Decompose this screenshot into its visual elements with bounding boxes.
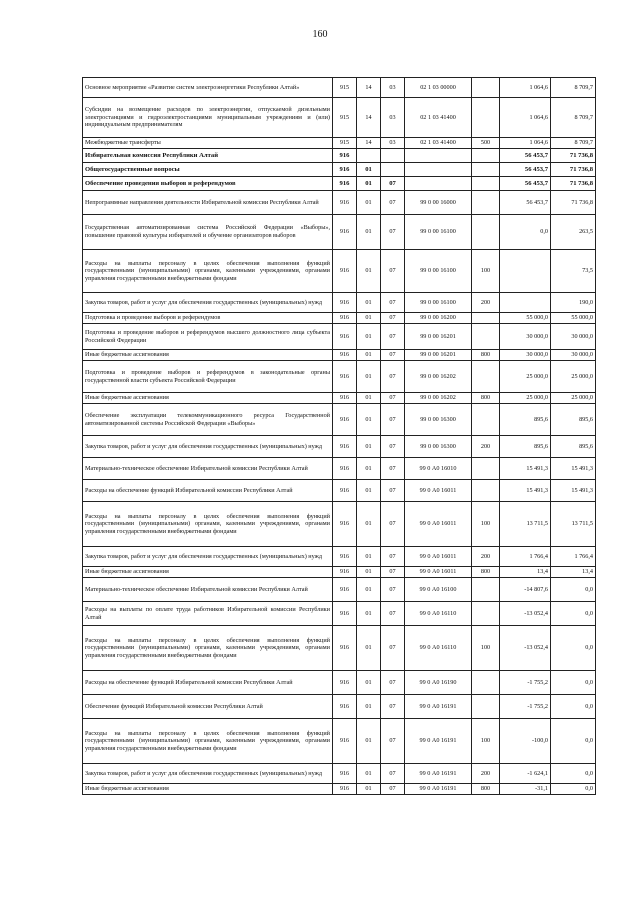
item-name: Межбюджетные трансферты: [83, 138, 333, 149]
table-row: [83, 361, 596, 393]
amount-2: 71 736,8: [551, 149, 596, 163]
table-row: [83, 313, 596, 324]
section-code: 01: [357, 215, 381, 250]
subsection-code: 07: [381, 191, 405, 215]
expense-type-code: 500: [472, 138, 500, 149]
item-name: Субсидии на возмещение расходов по электроэнергии, отпускаемой дизельными электростанциями и гидроэлектростанциями муниципальным учреждениям и (или) индивидуальным предпринимателям: [83, 98, 333, 138]
item-name: Закупка товаров, работ и услуг для обеспечения государственных (муниципальных) нужд: [83, 293, 333, 313]
subsection-code: 07: [381, 502, 405, 547]
target-article-code: 99 0 А0 16100: [405, 578, 472, 602]
amount-2: 0,0: [551, 784, 596, 795]
amount-1: 895,6: [500, 404, 551, 436]
amount-2: 190,0: [551, 293, 596, 313]
item-name: Подготовка и проведение выборов и референдумов: [83, 313, 333, 324]
ministry-code: 916: [333, 177, 357, 191]
target-article-code: 99 0 00 16100: [405, 293, 472, 313]
amount-2: 0,0: [551, 695, 596, 719]
budget-table: [82, 77, 596, 795]
section-code: 01: [357, 191, 381, 215]
amount-2: 0,0: [551, 602, 596, 626]
expense-type-code: 100: [472, 626, 500, 671]
expense-type-code: [472, 578, 500, 602]
item-name: Расходы на выплаты персоналу в целях обеспечения выполнения функций государственными (муниципальными) органами, казенными учреждениями, органами управления государственными внебюджетными фондами: [83, 250, 333, 293]
section-code: 01: [357, 293, 381, 313]
amount-2: 30 000,0: [551, 350, 596, 361]
amount-2: 13,4: [551, 567, 596, 578]
item-name: Обеспечение эксплуатации телекоммуникационного ресурса Государственной автоматизированной системы Российской Федерации «Выборы»: [83, 404, 333, 436]
table-row: [83, 149, 596, 163]
table-row: [83, 98, 596, 138]
subsection-code: 07: [381, 626, 405, 671]
table-row: [83, 502, 596, 547]
target-article-code: 99 0 А0 16191: [405, 719, 472, 764]
section-code: 01: [357, 602, 381, 626]
subsection-code: 03: [381, 138, 405, 149]
subsection-code: 07: [381, 719, 405, 764]
item-name: Расходы на обеспечение функций Избирательной комиссии Республики Алтай: [83, 671, 333, 695]
ministry-code: 916: [333, 719, 357, 764]
ministry-code: 916: [333, 350, 357, 361]
subsection-code: 07: [381, 404, 405, 436]
table-row: [83, 578, 596, 602]
amount-1: -100,0: [500, 719, 551, 764]
amount-2: 1 766,4: [551, 547, 596, 567]
table-row: [83, 78, 596, 98]
ministry-code: 916: [333, 671, 357, 695]
ministry-code: 916: [333, 602, 357, 626]
ministry-code: 916: [333, 784, 357, 795]
amount-1: [500, 250, 551, 293]
item-name: Расходы на выплаты персоналу в целях обеспечения выполнения функций государственными (муниципальными) органами, казенными учреждениями, органами управления государственными внебюджетными фондами: [83, 719, 333, 764]
section-code: 01: [357, 458, 381, 480]
table-row: [83, 324, 596, 350]
section-code: 01: [357, 764, 381, 784]
expense-type-code: 200: [472, 764, 500, 784]
subsection-code: 07: [381, 784, 405, 795]
expense-type-code: [472, 215, 500, 250]
amount-1: 1 766,4: [500, 547, 551, 567]
ministry-code: 916: [333, 191, 357, 215]
amount-1: 1 064,6: [500, 78, 551, 98]
expense-type-code: [472, 695, 500, 719]
item-name: Основное мероприятие «Развитие систем электроэнергетики Республики Алтай»: [83, 78, 333, 98]
target-article-code: 99 0 А0 16110: [405, 602, 472, 626]
amount-1: -1 624,1: [500, 764, 551, 784]
item-name: Материально-техническое обеспечение Избирательной комиссии Республики Алтай: [83, 458, 333, 480]
subsection-code: 07: [381, 250, 405, 293]
subsection-code: 07: [381, 293, 405, 313]
subsection-code: 07: [381, 602, 405, 626]
section-code: 01: [357, 480, 381, 502]
target-article-code: 99 0 00 16100: [405, 250, 472, 293]
expense-type-code: [472, 602, 500, 626]
section-code: 01: [357, 567, 381, 578]
subsection-code: 07: [381, 361, 405, 393]
amount-1: -31,1: [500, 784, 551, 795]
target-article-code: 99 0 00 16201: [405, 350, 472, 361]
amount-2: 0,0: [551, 719, 596, 764]
subsection-code: [381, 163, 405, 177]
target-article-code: 02 1 03 41400: [405, 138, 472, 149]
section-code: 01: [357, 250, 381, 293]
amount-1: 15 491,3: [500, 458, 551, 480]
ministry-code: 916: [333, 480, 357, 502]
table-row: [83, 215, 596, 250]
item-name: Непрограммные направления деятельности Избирательной комиссии Республики Алтай: [83, 191, 333, 215]
amount-2: 8 709,7: [551, 98, 596, 138]
section-code: 14: [357, 78, 381, 98]
section-code: 01: [357, 784, 381, 795]
table-row: [83, 404, 596, 436]
table-row: [83, 177, 596, 191]
section-code: 01: [357, 177, 381, 191]
amount-1: -1 755,2: [500, 671, 551, 695]
item-name: Иные бюджетные ассигнования: [83, 784, 333, 795]
table-row: [83, 393, 596, 404]
page-number: 160: [312, 29, 328, 40]
amount-2: 8 709,7: [551, 138, 596, 149]
amount-2: 0,0: [551, 578, 596, 602]
ministry-code: 916: [333, 695, 357, 719]
amount-1: 15 491,3: [500, 480, 551, 502]
expense-type-code: 800: [472, 567, 500, 578]
subsection-code: 07: [381, 215, 405, 250]
target-article-code: 99 0 А0 16010: [405, 458, 472, 480]
section-code: 01: [357, 436, 381, 458]
target-article-code: 99 0 А0 16191: [405, 784, 472, 795]
expense-type-code: 200: [472, 436, 500, 458]
amount-2: 25 000,0: [551, 393, 596, 404]
amount-1: 56 453,7: [500, 177, 551, 191]
item-name: Иные бюджетные ассигнования: [83, 567, 333, 578]
item-name: Закупка товаров, работ и услуг для обеспечения государственных (муниципальных) нужд: [83, 764, 333, 784]
ministry-code: 916: [333, 547, 357, 567]
section-code: 01: [357, 626, 381, 671]
table-row: [83, 138, 596, 149]
amount-1: -13 052,4: [500, 602, 551, 626]
amount-1: 30 000,0: [500, 350, 551, 361]
amount-1: 56 453,7: [500, 163, 551, 177]
amount-2: 263,5: [551, 215, 596, 250]
subsection-code: 07: [381, 313, 405, 324]
ministry-code: 916: [333, 324, 357, 350]
section-code: 01: [357, 163, 381, 177]
ministry-code: 916: [333, 567, 357, 578]
ministry-code: 916: [333, 149, 357, 163]
subsection-code: 07: [381, 567, 405, 578]
expense-type-code: 200: [472, 293, 500, 313]
table-row: [83, 602, 596, 626]
target-article-code: 99 0 00 16100: [405, 215, 472, 250]
target-article-code: 99 0 А0 16011: [405, 480, 472, 502]
item-name: Государственная автоматизированная система Российской Федерации «Выборы», повышение правовой культуры избирателей и обучение организаторов выборов: [83, 215, 333, 250]
target-article-code: [405, 163, 472, 177]
item-name: Расходы на выплаты персоналу в целях обеспечения выполнения функций государственными (муниципальными) органами, казенными учреждениями, органами управления государственными внебюджетными фондами: [83, 626, 333, 671]
subsection-code: 07: [381, 458, 405, 480]
section-code: 01: [357, 313, 381, 324]
target-article-code: 02 1 03 41400: [405, 98, 472, 138]
ministry-code: 916: [333, 626, 357, 671]
table-row: [83, 764, 596, 784]
section-code: 01: [357, 695, 381, 719]
item-name: Обеспечение функций Избирательной комиссии Республики Алтай: [83, 695, 333, 719]
target-article-code: 99 0 А0 16011: [405, 547, 472, 567]
expense-type-code: 100: [472, 502, 500, 547]
subsection-code: 07: [381, 671, 405, 695]
expense-type-code: [472, 98, 500, 138]
amount-1: 56 453,7: [500, 191, 551, 215]
expense-type-code: [472, 458, 500, 480]
amount-1: 0,0: [500, 215, 551, 250]
expense-type-code: [472, 163, 500, 177]
ministry-code: 915: [333, 138, 357, 149]
target-article-code: [405, 149, 472, 163]
expense-type-code: [472, 149, 500, 163]
table-row: [83, 250, 596, 293]
amount-1: 13,4: [500, 567, 551, 578]
table-row: [83, 350, 596, 361]
amount-1: -13 052,4: [500, 626, 551, 671]
item-name: Материально-техническое обеспечение Избирательной комиссии Республики Алтай: [83, 578, 333, 602]
ministry-code: 916: [333, 250, 357, 293]
item-name: Расходы на выплаты персоналу в целях обеспечения выполнения функций государственными (муниципальными) органами, казенными учреждениями, органами управления государственными внебюджетными фондами: [83, 502, 333, 547]
ministry-code: 916: [333, 404, 357, 436]
item-name: Подготовка и проведение выборов и референдумов в законодательные органы государственной власти субъекта Российской Федерации: [83, 361, 333, 393]
section-code: 14: [357, 138, 381, 149]
section-code: 01: [357, 547, 381, 567]
budget-table-body: [83, 78, 596, 795]
target-article-code: 99 0 00 16200: [405, 313, 472, 324]
subsection-code: 07: [381, 177, 405, 191]
target-article-code: 99 0 00 16201: [405, 324, 472, 350]
section-code: [357, 149, 381, 163]
expense-type-code: 100: [472, 719, 500, 764]
amount-2: 15 491,3: [551, 458, 596, 480]
amount-2: 0,0: [551, 764, 596, 784]
expense-type-code: [472, 361, 500, 393]
section-code: 01: [357, 404, 381, 436]
table-row: [83, 567, 596, 578]
section-code: 01: [357, 350, 381, 361]
amount-1: 1 064,6: [500, 98, 551, 138]
amount-1: 25 000,0: [500, 361, 551, 393]
amount-1: 25 000,0: [500, 393, 551, 404]
target-article-code: 99 0 00 16300: [405, 404, 472, 436]
expense-type-code: 100: [472, 250, 500, 293]
section-code: 01: [357, 671, 381, 695]
amount-2: 13 711,5: [551, 502, 596, 547]
target-article-code: 99 0 00 16202: [405, 393, 472, 404]
ministry-code: 916: [333, 393, 357, 404]
expense-type-code: [472, 191, 500, 215]
amount-2: 895,6: [551, 404, 596, 436]
ministry-code: 915: [333, 98, 357, 138]
expense-type-code: 800: [472, 393, 500, 404]
ministry-code: 916: [333, 458, 357, 480]
expense-type-code: [472, 78, 500, 98]
expense-type-code: [472, 324, 500, 350]
expense-type-code: [472, 313, 500, 324]
table-row: [83, 436, 596, 458]
ministry-code: 916: [333, 313, 357, 324]
target-article-code: 99 0 00 16202: [405, 361, 472, 393]
ministry-code: 916: [333, 578, 357, 602]
expense-type-code: [472, 177, 500, 191]
item-name: Закупка товаров, работ и услуг для обеспечения государственных (муниципальных) нужд: [83, 547, 333, 567]
table-row: [83, 191, 596, 215]
amount-2: 0,0: [551, 626, 596, 671]
ministry-code: 916: [333, 215, 357, 250]
amount-2: 25 000,0: [551, 361, 596, 393]
subsection-code: 07: [381, 578, 405, 602]
item-name: Расходы на выплаты по оплате труда работников Избирательной комиссии Республики Алтай: [83, 602, 333, 626]
ministry-code: 916: [333, 163, 357, 177]
amount-1: 56 453,7: [500, 149, 551, 163]
expense-type-code: [472, 671, 500, 695]
expense-type-code: [472, 480, 500, 502]
section-code: 01: [357, 324, 381, 350]
amount-2: 73,5: [551, 250, 596, 293]
table-row: [83, 293, 596, 313]
amount-1: 895,6: [500, 436, 551, 458]
subsection-code: 07: [381, 350, 405, 361]
item-name: Закупка товаров, работ и услуг для обеспечения государственных (муниципальных) нужд: [83, 436, 333, 458]
amount-1: 13 711,5: [500, 502, 551, 547]
target-article-code: 99 0 А0 16011: [405, 502, 472, 547]
table-row: [83, 458, 596, 480]
amount-1: -1 755,2: [500, 695, 551, 719]
subsection-code: 07: [381, 436, 405, 458]
amount-1: 1 064,6: [500, 138, 551, 149]
ministry-code: 916: [333, 361, 357, 393]
table-row: [83, 480, 596, 502]
subsection-code: 03: [381, 78, 405, 98]
section-code: 14: [357, 98, 381, 138]
subsection-code: [381, 149, 405, 163]
section-code: 01: [357, 393, 381, 404]
table-row: [83, 547, 596, 567]
target-article-code: 99 0 А0 16190: [405, 671, 472, 695]
amount-2: 15 491,3: [551, 480, 596, 502]
target-article-code: 99 0 00 16300: [405, 436, 472, 458]
item-name: Иные бюджетные ассигнования: [83, 350, 333, 361]
amount-2: 8 709,7: [551, 78, 596, 98]
section-code: 01: [357, 578, 381, 602]
section-code: 01: [357, 361, 381, 393]
target-article-code: [405, 177, 472, 191]
item-name: Иные бюджетные ассигнования: [83, 393, 333, 404]
item-name: Избирательная комиссия Республики Алтай: [83, 149, 333, 163]
section-code: 01: [357, 719, 381, 764]
table-row: [83, 671, 596, 695]
table-row: [83, 695, 596, 719]
table-row: [83, 784, 596, 795]
target-article-code: 99 0 А0 16110: [405, 626, 472, 671]
target-article-code: 99 0 А0 16191: [405, 695, 472, 719]
subsection-code: 07: [381, 480, 405, 502]
expense-type-code: 800: [472, 784, 500, 795]
amount-2: 0,0: [551, 671, 596, 695]
target-article-code: 99 0 А0 16011: [405, 567, 472, 578]
subsection-code: 07: [381, 324, 405, 350]
amount-1: -14 807,6: [500, 578, 551, 602]
ministry-code: 915: [333, 78, 357, 98]
amount-1: 30 000,0: [500, 324, 551, 350]
expense-type-code: 800: [472, 350, 500, 361]
amount-1: 55 000,0: [500, 313, 551, 324]
amount-1: [500, 293, 551, 313]
item-name: Подготовка и проведение выборов и референдумов высшего должностного лица субъекта Российской Федерации: [83, 324, 333, 350]
item-name: Обеспечение проведения выборов и референдумов: [83, 177, 333, 191]
subsection-code: 03: [381, 98, 405, 138]
table-row: [83, 163, 596, 177]
section-code: 01: [357, 502, 381, 547]
ministry-code: 916: [333, 502, 357, 547]
ministry-code: 916: [333, 436, 357, 458]
amount-2: 71 736,8: [551, 163, 596, 177]
item-name: Расходы на обеспечение функций Избирательной комиссии Республики Алтай: [83, 480, 333, 502]
amount-2: 71 736,8: [551, 191, 596, 215]
subsection-code: 07: [381, 764, 405, 784]
target-article-code: 02 1 03 00000: [405, 78, 472, 98]
item-name: Общегосударственные вопросы: [83, 163, 333, 177]
subsection-code: 07: [381, 695, 405, 719]
table-row: [83, 719, 596, 764]
subsection-code: 07: [381, 547, 405, 567]
amount-2: 55 000,0: [551, 313, 596, 324]
table-row: [83, 626, 596, 671]
amount-2: 30 000,0: [551, 324, 596, 350]
ministry-code: 916: [333, 764, 357, 784]
amount-2: 895,6: [551, 436, 596, 458]
expense-type-code: [472, 404, 500, 436]
target-article-code: 99 0 А0 16191: [405, 764, 472, 784]
amount-2: 71 736,8: [551, 177, 596, 191]
subsection-code: 07: [381, 393, 405, 404]
expense-type-code: 200: [472, 547, 500, 567]
ministry-code: 916: [333, 293, 357, 313]
target-article-code: 99 0 00 16000: [405, 191, 472, 215]
